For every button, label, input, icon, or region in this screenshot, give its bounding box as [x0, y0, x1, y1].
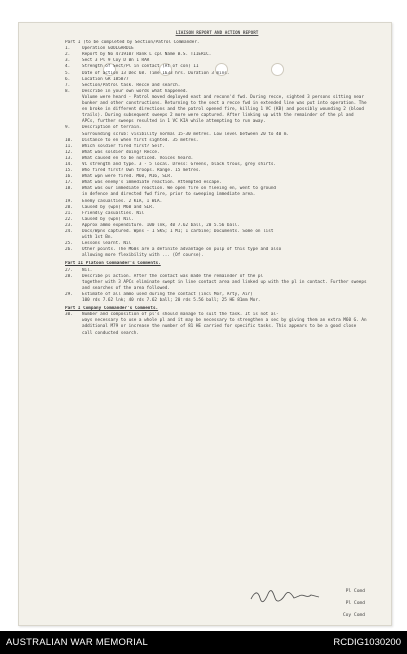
item-18-continued: in defence and directed fwd fire, prior to sweeping immediate area.	[82, 192, 256, 198]
report-item: 1. Operation GOOLGARDIE	[65, 46, 134, 52]
item-30-narrative: ways necessary to use a whole pl and it may be necessary to strengthen a sec by giving them an extra M60 G. An additional M79 or increase the number of 81 HE carried for specific tasks. This appears to be a good close call conducted search.	[82, 318, 367, 336]
item-8-narrative: Volume were heard - Patrol moved deployed east and reconn'd fwd. During recce, sighted 3 persons sitting near bunker and other constructions. Returning to the sect a recce fwd in extended line was put into operation. The en broke in different directions and the patrol opened fire, killing 1 VC (KB) and possibly wounding 2 (blood trails). During subsequent sweeps 2 more were captured. After linking up with the remainder of the pl and APCs, further sweeps resulted in 1 VC KIA while attempting to run away.	[82, 94, 367, 125]
report-item: 18. What was our immediate reaction. We open fire on fleeing en, went to ground	[65, 186, 277, 192]
report-item: 12. What was soldier doing? Recce.	[65, 149, 160, 155]
signature-pl-comd: Pl Comd	[345, 589, 365, 594]
report-item: 8. Describe in your own words what happened.	[65, 88, 189, 94]
signature-pl-comd-2: Pl Comd	[345, 601, 365, 606]
report-item: 5. Date of action 13 Dec 68. Time 1633 hrs. Duration 3 mins.	[65, 70, 230, 76]
report-item: 16. What wpn were fired. M60, M16, SLR.	[65, 174, 173, 180]
report-item: 20. Caused by (wpn) M60 and SLR.	[65, 204, 155, 210]
report-item: 3. Sect 3 Pl 9 Coy D Bn 1 RAR	[65, 58, 150, 64]
report-item: 14. VC strength and type. 3 - 5 local. Dress: Greens, black trous, grey shirts.	[65, 161, 277, 167]
report-item: 25. Lessons learnt. Nil	[65, 241, 132, 247]
item-28-narrative: together with 3 APCs eliminate swept in line contact area and linked up with the pl in contact. Further sweeps and searches of the area followed.	[82, 279, 367, 291]
archive-footer-bar	[0, 631, 407, 654]
report-title: LIAISON REPORT AND ACTION REPORT	[175, 31, 259, 36]
part-3-heading: Part I Company Commander's Comments.	[65, 306, 159, 312]
report-item: 27. Nil.	[65, 267, 93, 273]
part-heading: Part I (to be completed by Section/Patrol Commander.	[65, 40, 200, 46]
report-item: 29. Estimate of all ammo used during the contact (incl Mor, Arty, Air)	[65, 291, 253, 297]
signature-coy-comd: Coy Comd	[342, 613, 365, 618]
report-item: Surrounding scrub: visibility normal 15-30 metres. Low level between 20 to 40 m.	[82, 131, 289, 137]
report-body	[65, 31, 369, 337]
report-item: 13. What caused en to be noticed. Voices heard.	[65, 155, 194, 161]
report-item: 17. What was enemy's immediate reaction. Attempted escape.	[65, 180, 222, 186]
report-item: 7. Section/Patrol task. Recce and search.	[65, 82, 181, 88]
report-item: 24. Docs/Wpns captured. Wpns - 1 SKS; 1 M1; 1 carbine; Documents. Some on list	[65, 229, 274, 234]
report-item: 10. Distance to en when first sighted. 35 metres.	[65, 137, 199, 143]
part-2-heading: Part II Platoon Commander's Comments.	[65, 261, 161, 267]
handwritten-signature	[249, 589, 321, 603]
item-26-continued: allowing more flexibility with ... (Of course).	[82, 253, 204, 259]
report-item: 9. Description of terrain.	[65, 125, 142, 131]
report-item: 23. Approx ammo expenditure. 100 lnk, 40 7.62 ball, 20 5.56 ball.	[65, 222, 240, 228]
archive-name: AUSTRALIAN WAR MEMORIAL	[6, 637, 149, 648]
archive-reference: RCDIG1030200	[333, 637, 401, 648]
item-24-continued: with 1st Bn.	[82, 235, 114, 241]
report-item: 4. Strength of Sect/Pl in contact (At of con) 11	[65, 64, 199, 70]
report-item: 30. Number and composition of pl's should manage to suit the task. It is not al-	[65, 312, 279, 318]
document-page	[18, 22, 392, 626]
report-item: 6. Location GR 185877	[65, 76, 129, 82]
report-item: 11. Which soldier fired first? Self.	[65, 143, 165, 149]
report-item: 15. Who fired first? Own troops. Range. 15 metres.	[65, 168, 201, 174]
report-item: 26. Other points. The M60s are a definite advantage on pulp of this type and also	[65, 247, 282, 253]
report-item: 22. Caused by (wpn) Nil.	[65, 216, 134, 222]
report-item: 21. Friendly casualties. Nil	[65, 210, 145, 216]
report-item: 2. Report by No 4719107 Rank L cpl Name B.S. TIIERIC.	[65, 52, 212, 58]
report-item: 28. Describe pl action. After the contact was made the remainder of the pl	[65, 273, 264, 279]
report-item: 19. Enemy casualties. 2 KIA, 1 WIA.	[65, 198, 163, 204]
item-29-continued: 100 rds 7.62 lnk; 40 rds 7.62 ball; 20 rds 5.56 ball; 25 HE 81mm Mor.	[82, 298, 261, 304]
